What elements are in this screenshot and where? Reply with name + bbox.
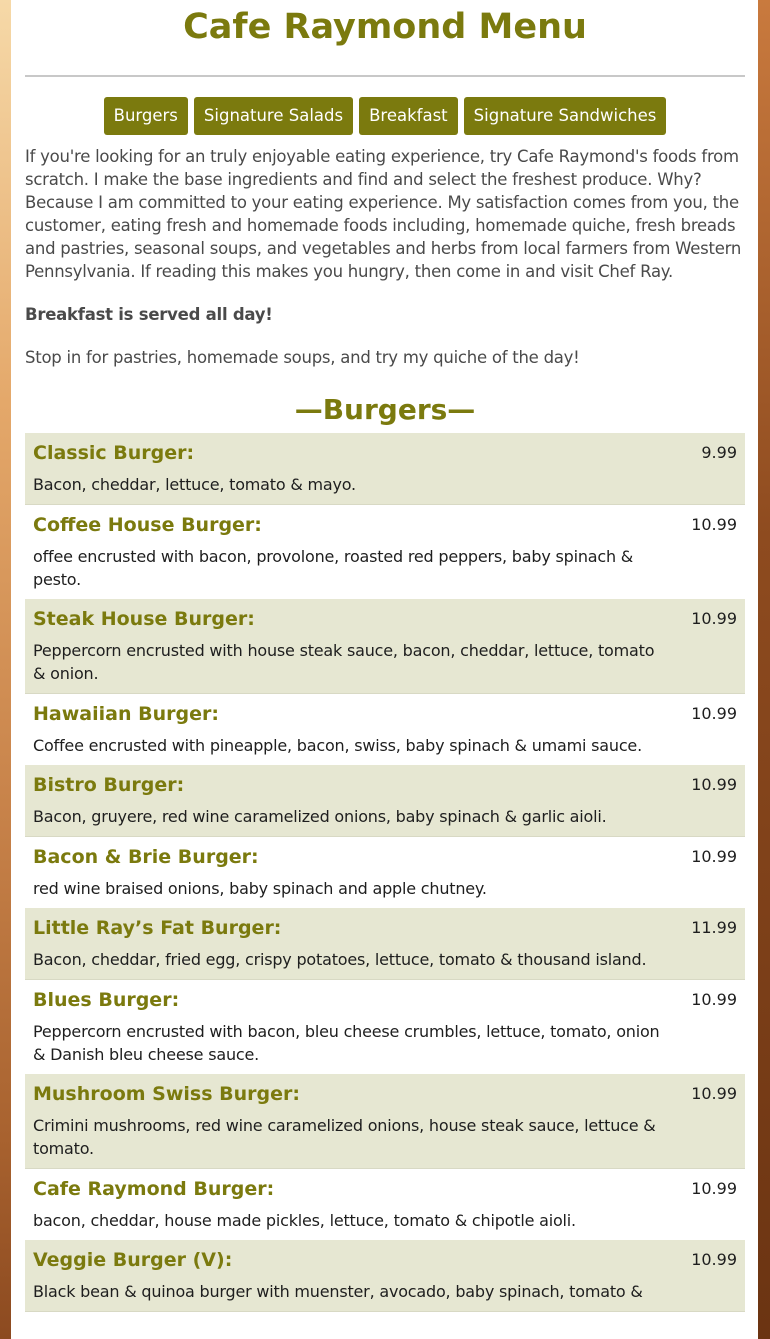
intro-text [25, 145, 745, 369]
menu-item [25, 433, 745, 505]
item-name: Mushroom Swiss Burger: [33, 1083, 300, 1105]
item-price: 10.99 [691, 1179, 737, 1198]
page-title: Cafe Raymond Menu [183, 7, 587, 47]
stop-in-note: Stop in for pastries, homemade soups, and try my quiche of the day! [25, 348, 580, 367]
item-price: 10.99 [691, 515, 737, 534]
item-price: 9.99 [701, 443, 737, 462]
item-description: Peppercorn encrusted with house steak sauce, bacon, cheddar, lettuce, tomato & onion. [33, 641, 655, 683]
nav-burgers-button[interactable]: Burgers [104, 97, 188, 135]
menu-item [25, 837, 745, 908]
item-name: Cafe Raymond Burger: [33, 1178, 275, 1200]
menu-item [25, 599, 745, 694]
item-description: offee encrusted with bacon, provolone, roasted red peppers, baby spinach & pesto. [33, 547, 634, 589]
item-description: Crimini mushrooms, red wine caramelized onions, house steak sauce, lettuce & tomato. [33, 1116, 656, 1158]
item-name: Veggie Burger (V): [33, 1249, 233, 1271]
item-description: bacon, cheddar, house made pickles, lettuce, tomato & chipotle aioli. [33, 1211, 576, 1230]
item-name: Classic Burger: [33, 442, 195, 464]
item-name: Bistro Burger: [33, 774, 185, 796]
intro-paragraph: If you're looking for an truly enjoyable eating experience, try Cafe Raymond's foods from scratch. I make the base ingredients and find and select the freshest produce. Why? Because I am committed to your eating experience. My satisfaction comes from you, the customer, eating fresh and homemade foods including, homemade quiche, fresh breads and pastries, seasonal soups, and vegetables and herbs from local farmers from Western Pennsylvania. If reading this makes you hungry, then come in and visit Chef Ray. [25, 147, 742, 281]
item-description: Black bean & quinoa burger with muenster, avocado, baby spinach, tomato & [33, 1282, 643, 1301]
item-price: 10.99 [691, 609, 737, 628]
item-price: 10.99 [691, 990, 737, 1009]
menu-page [11, 0, 758, 1339]
item-description: Bacon, gruyere, red wine caramelized onions, baby spinach & garlic aioli. [33, 807, 607, 826]
menu-item [25, 505, 745, 599]
item-price: 10.99 [691, 704, 737, 723]
category-nav [25, 97, 745, 135]
menu-item [25, 694, 745, 765]
background-edge [758, 0, 770, 1339]
item-name: Steak House Burger: [33, 608, 255, 630]
item-description: Peppercorn encrusted with bacon, bleu cheese crumbles, lettuce, tomato, onion & Danish bleu cheese sauce. [33, 1022, 660, 1064]
item-price: 10.99 [691, 1250, 737, 1269]
title-divider [25, 75, 745, 77]
item-description: red wine braised onions, baby spinach and apple chutney. [33, 879, 487, 898]
item-description: Bacon, cheddar, lettuce, tomato & mayo. [33, 475, 356, 494]
nav-breakfast-button[interactable]: Breakfast [359, 97, 458, 135]
nav-signature-sandwiches-button[interactable]: Signature Sandwiches [464, 97, 667, 135]
item-name: Bacon & Brie Burger: [33, 846, 259, 868]
item-name: Coffee House Burger: [33, 514, 262, 536]
item-price: 10.99 [691, 775, 737, 794]
item-price: 10.99 [691, 1084, 737, 1103]
burgers-section-title: —Burgers— [294, 393, 476, 426]
item-name: Blues Burger: [33, 989, 180, 1011]
breakfast-note: Breakfast is served all day! [25, 305, 273, 324]
item-name: Little Ray’s Fat Burger: [33, 917, 282, 939]
nav-signature-salads-button[interactable]: Signature Salads [194, 97, 353, 135]
menu-item [25, 908, 745, 980]
item-name: Hawaiian Burger: [33, 703, 219, 725]
menu-item [25, 765, 745, 837]
item-price: 10.99 [691, 847, 737, 866]
menu-item [25, 1240, 745, 1312]
item-description: Coffee encrusted with pineapple, bacon, swiss, baby spinach & umami sauce. [33, 736, 642, 755]
menu-item [25, 980, 745, 1074]
item-price: 11.99 [691, 918, 737, 937]
burger-menu-list [25, 433, 745, 1312]
menu-item [25, 1169, 745, 1240]
item-description: Bacon, cheddar, fried egg, crispy potatoes, lettuce, tomato & thousand island. [33, 950, 647, 969]
menu-item [25, 1074, 745, 1169]
